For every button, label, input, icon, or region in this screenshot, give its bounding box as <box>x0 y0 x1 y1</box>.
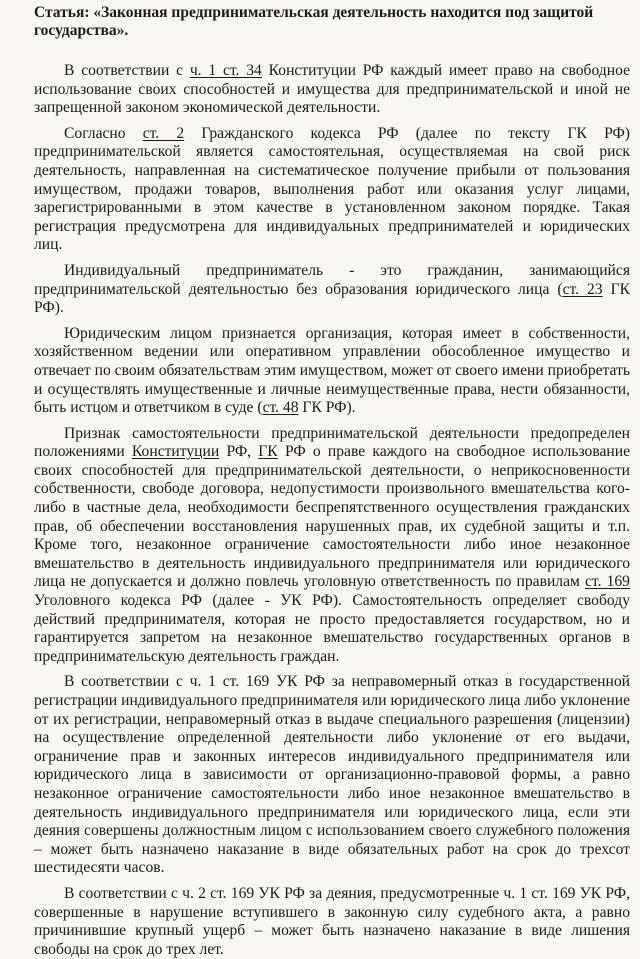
paragraph-text: Индивидуальный предприниматель - это гражданин, занимающийся предпринимательской деятельностью без образования юридического лица ( <box>34 261 630 298</box>
article-title: Статья: «Законная предпринимательская деятельность находится под защитой государства». <box>34 4 594 39</box>
paragraph-text: Конституции РФ каждый имеет право на свободное использование своих способностей и имущества для предпринимательской и иной не запрещенной законом экономической деятельности. <box>34 62 630 117</box>
law-reference-link[interactable]: ст. 23 <box>562 280 603 298</box>
paragraph-text: Юридическим лицом признается организация, которая имеет в собственности, хозяйственном ведении или оперативном управлении обособленное имущество и отвечает по своим обязательствам этим имуществом, может от своего имени приобретать и осуществлять имущественные и личные неимущественные права, нести обязанности, быть истцом и ответчиком в суде ( <box>34 324 630 417</box>
law-reference-link[interactable]: Конституции <box>131 443 220 461</box>
law-reference-link[interactable]: ч. 1 ст. 34 <box>189 62 262 79</box>
paragraph <box>34 885 630 959</box>
paragraph-text: Признак самостоятельности предпринимательской деятельности предопределен положениями <box>34 424 630 461</box>
law-reference-link[interactable]: ст. 169 <box>585 573 630 591</box>
paragraph-text: В соответствии с <box>64 62 190 79</box>
article-body <box>34 62 630 959</box>
paragraph <box>34 62 630 118</box>
paragraph <box>34 673 630 878</box>
paragraph-text: Уголовного кодекса РФ (далее - УК РФ). Самостоятельность определяет свободу действий предпринимателя, которая не просто предоставляется государством, но и гарантируется запретом на незаконное вмешательство государственных органов в предпринимательскую деятельность граждан. <box>34 592 630 665</box>
law-reference-link[interactable]: ст. 48 <box>262 399 299 417</box>
paragraph <box>34 262 630 318</box>
paragraph-text: Согласно <box>64 124 143 142</box>
paragraph-text: В соответствии с ч. 2 ст. 169 УК РФ за деяния, предусмотренные ч. 1 ст. 169 УК РФ, совершенные в нарушение вступившего в законную силу судебного акта, а равно причинившие крупный ущерб – может быть назначено наказание в виде лишения свободы на срок до трех лет. <box>34 884 630 958</box>
paragraph <box>34 325 630 418</box>
paragraph-text: ГК РФ). <box>298 399 356 417</box>
law-reference-link[interactable]: ст. 2 <box>142 124 185 142</box>
law-reference-link[interactable]: ГК <box>258 443 278 461</box>
paragraph <box>34 425 630 667</box>
paragraph-text: РФ, <box>219 443 259 461</box>
paragraph <box>34 125 630 255</box>
paragraph-text: РФ о праве каждого на свободное использование своих способностей для предпринимательской деятельности, о неприкосновенности собственности, свободе договора, недопустимости произвольного вмешательства кого-либо в частные дела, необходимости беспрепятственного осуществления гражданских прав, об обеспечении восстановления нарушенных прав, их судебной защиты и т.п. Кроме того, незаконное ограничение самостоятельности либо иное незаконное вмешательство в деятельность индивидуального предпринимателя или юридического лица не допускается и должно повлечь уголовную ответственность по правилам <box>34 443 631 591</box>
paragraph-text: В соответствии с ч. 1 ст. 169 УК РФ за неправомерный отказ в государственной регистрации индивидуального предпринимателя или юридического лица либо уклонение от их регистрации, неправомерный отказ в выдаче специального разрешения (лицензии) на осуществление определенной деятельности либо уклонение от его выдачи, ограничение прав и законных интересов индивидуального предпринимателя или юридического лица в зависимости от организационно-правовой формы, а равно незаконное ограничение самостоятельности либо иное незаконное вмешательство в деятельность индивидуального предпринимателя или юридического лица, если эти деяния совершены должностным лицом с использованием своего служебного положения – может быть назначено наказание в виде обязательных работ на срок до трехсот шестидесяти часов. <box>34 673 630 877</box>
paragraph-text: Гражданского кодекса РФ (далее по тексту ГК РФ) предпринимательской является самостоятельная, осуществляемая на свой риск деятельность, направленная на систематическое получение прибыли от пользования имуществом, продажи товаров, выполнения работ или оказания услуг лицами, зарегистрированными в этом качестве в установленном законом порядке. Такая регистрация предусмотрена для индивидуальных предпринимателей и юридических лиц. <box>34 124 630 254</box>
paragraph-text: ГК РФ). <box>34 280 630 317</box>
